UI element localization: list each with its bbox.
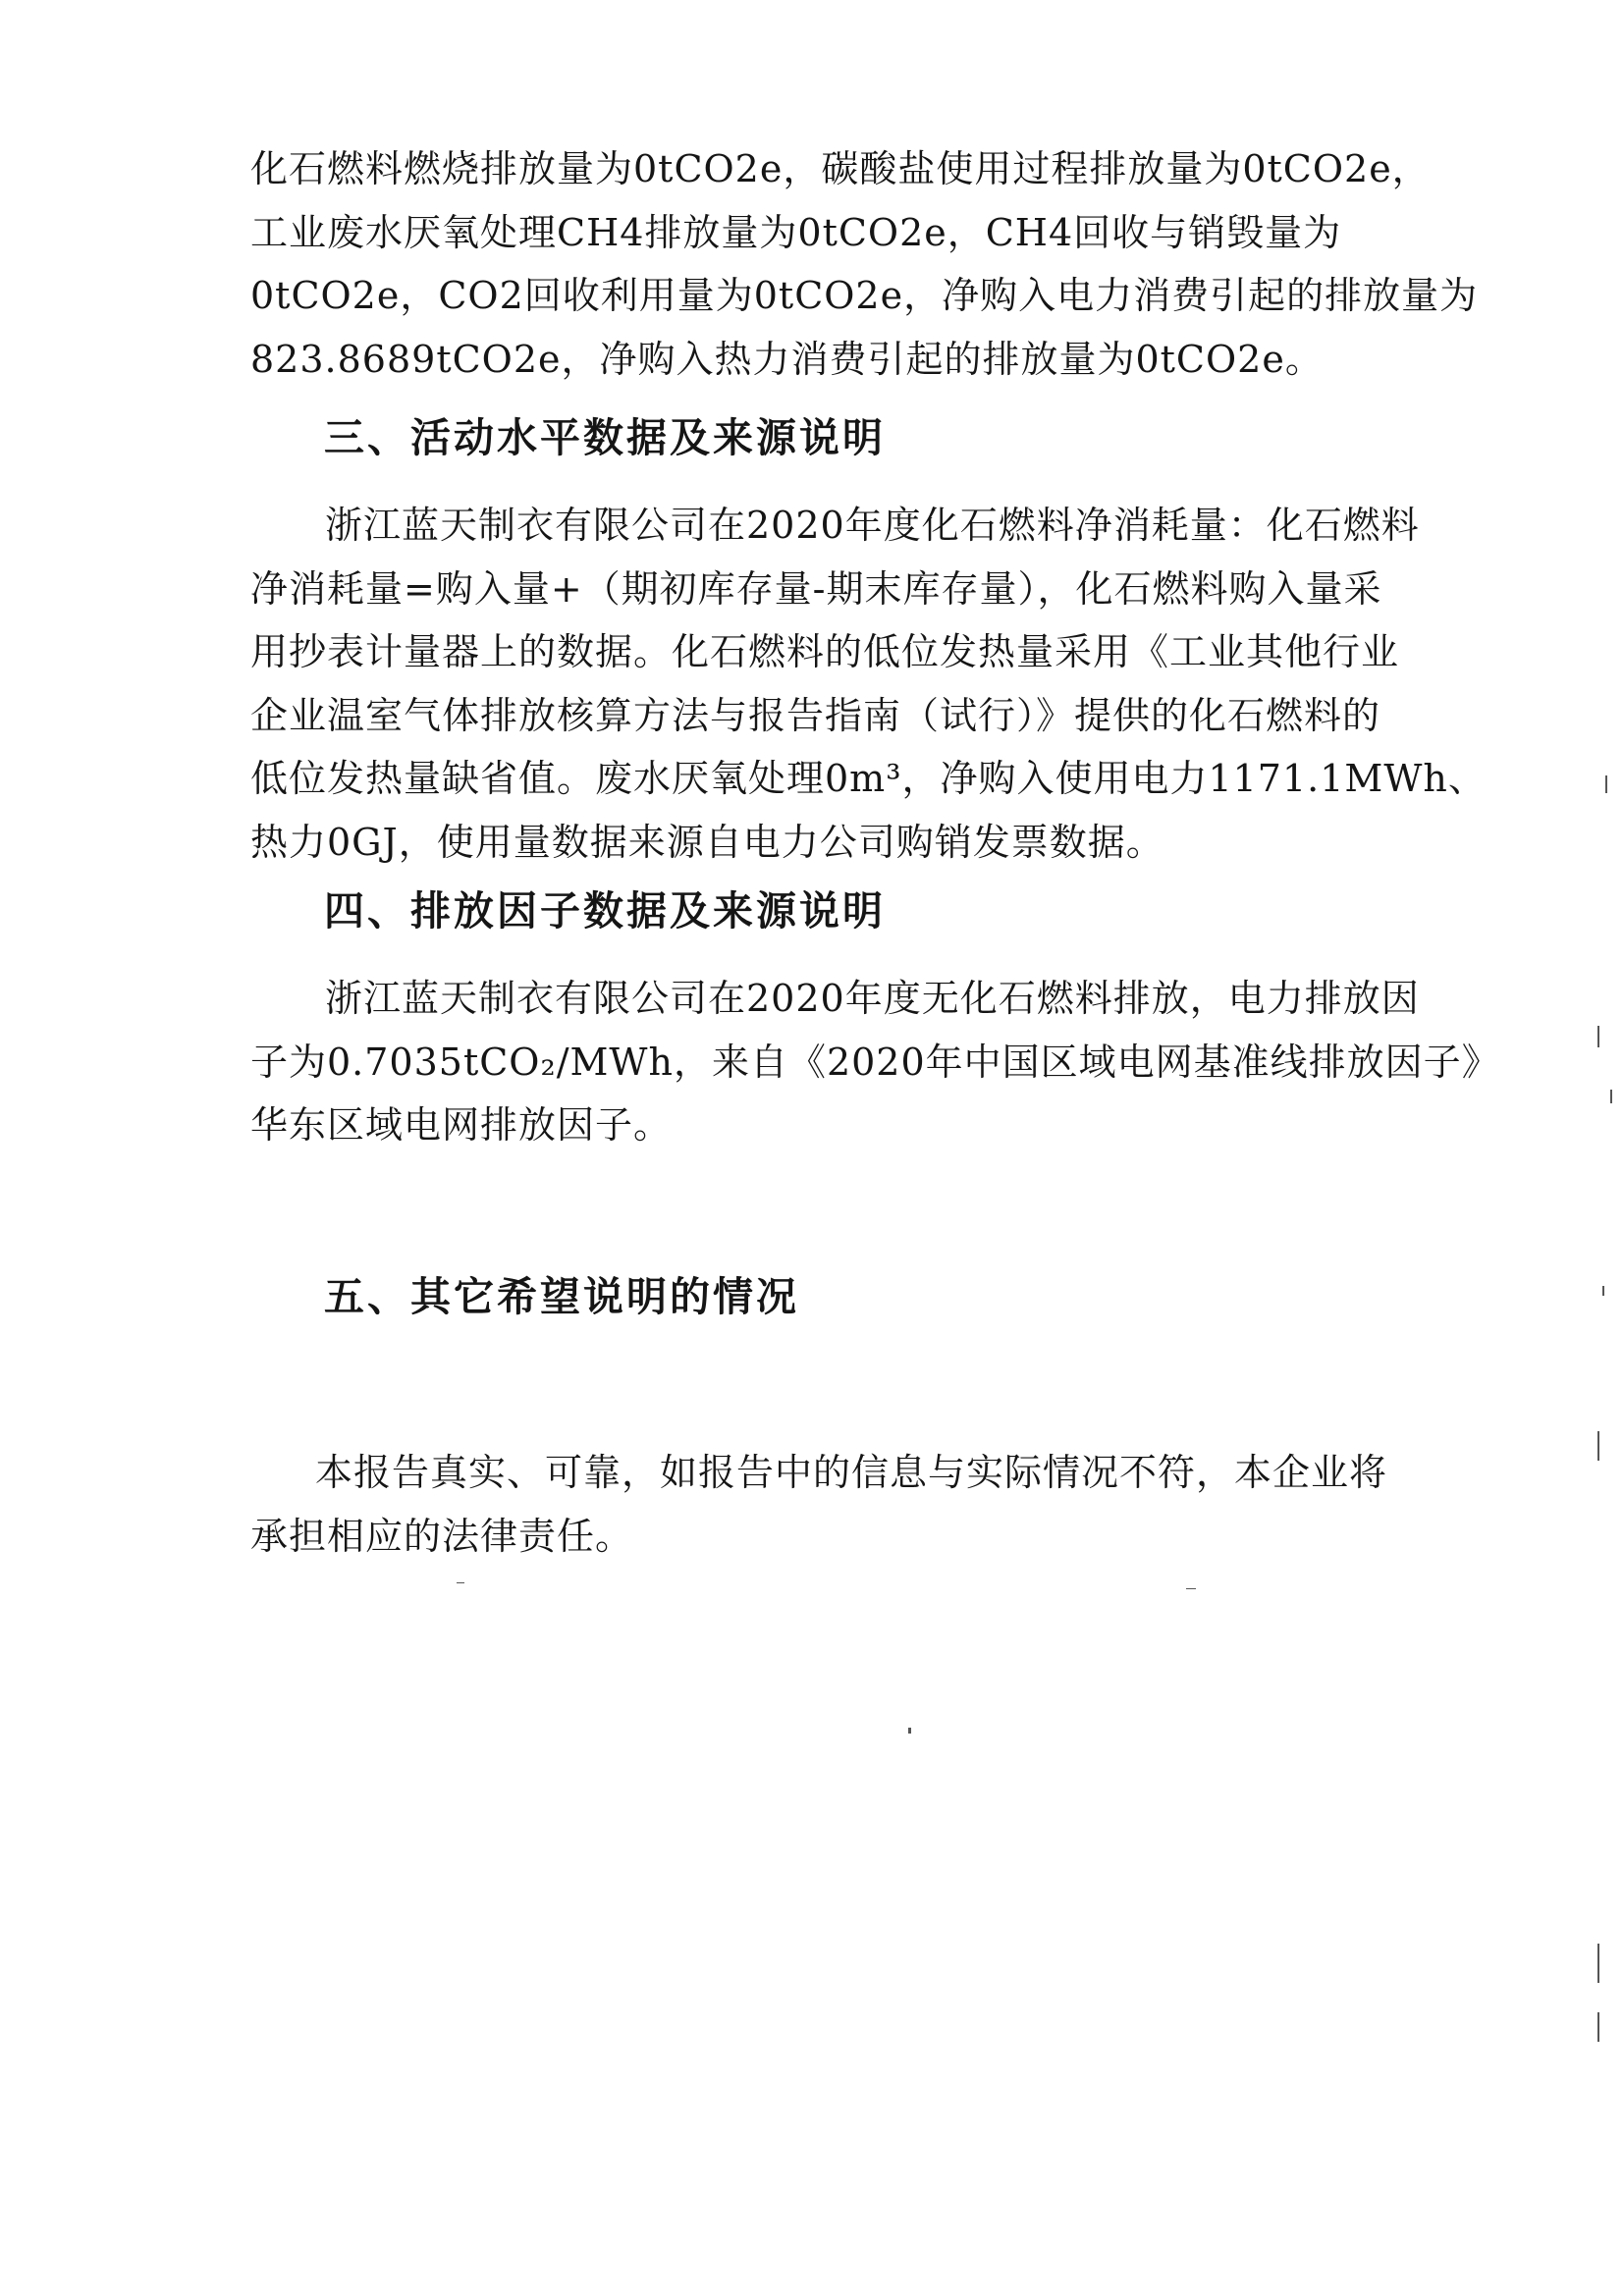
text-line: 净消耗量=购入量+（期初库存量-期末库存量），化石燃料购入量采 xyxy=(250,566,1382,611)
scan-artifact xyxy=(1605,775,1607,793)
scan-artifact xyxy=(1597,2012,1599,2042)
scan-artifact xyxy=(1597,1431,1599,1461)
scan-artifact xyxy=(1597,1026,1599,1047)
scan-artifact xyxy=(1602,1286,1604,1296)
text-line: 0tCO2e，CO2回收利用量为0tCO2e，净购入电力消费引起的排放量为 xyxy=(250,274,1479,317)
scan-artifact xyxy=(908,1728,911,1734)
scan-artifact xyxy=(1186,1588,1196,1589)
section-3-heading: 三、活动水平数据及来源说明 xyxy=(324,414,886,461)
text-line: 子为0.7035tCO₂/MWh，来自《2020年中国区域电网基准线排放因子》 xyxy=(250,1040,1500,1084)
text-line: 低位发热量缺省值。废水厌氧处理0m³，净购入使用电力1171.1MWh、 xyxy=(250,757,1487,800)
text-line: 华东区域电网排放因子。 xyxy=(250,1103,673,1147)
text-line: 承担相应的法律责任。 xyxy=(250,1514,634,1558)
section-3-paragraph xyxy=(250,494,1487,874)
emissions-summary-paragraph xyxy=(250,137,1479,391)
text-line: 用抄表计量器上的数据。化石燃料的低位发热量采用《工业其他行业 xyxy=(250,630,1400,673)
text-line: 热力0GJ，使用量数据来源自电力公司购销发票数据。 xyxy=(250,820,1164,864)
text-line: 工业废水厌氧处理CH4排放量为0tCO2e，CH4回收与销毁量为 xyxy=(250,210,1342,254)
section-5-heading: 五、其它希望说明的情况 xyxy=(324,1273,799,1320)
text-line: 化石燃料燃烧排放量为0tCO2e，碳酸盐使用过程排放量为0tCO2e， xyxy=(250,147,1431,190)
section-4-paragraph xyxy=(250,967,1500,1157)
section-5-paragraph xyxy=(250,1441,1389,1568)
text-line: 企业温室气体排放核算方法与报告指南（试行）》提供的化石燃料的 xyxy=(250,693,1381,737)
text-line: 823.8689tCO2e，净购入热力消费引起的排放量为0tCO2e。 xyxy=(250,337,1324,381)
scan-artifact xyxy=(1597,1944,1599,1983)
text-line: 浙江蓝天制衣有限公司在2020年度无化石燃料排放，电力排放因 xyxy=(325,977,1420,1020)
text-line: 本报告真实、可靠，如报告中的信息与实际情况不符，本企业将 xyxy=(315,1451,1388,1494)
scan-artifact xyxy=(1610,1090,1612,1103)
text-line: 浙江蓝天制衣有限公司在2020年度化石燃料净消耗量：化石燃料 xyxy=(325,504,1420,547)
section-4-heading: 四、排放因子数据及来源说明 xyxy=(324,887,886,934)
scan-artifact xyxy=(457,1582,464,1583)
